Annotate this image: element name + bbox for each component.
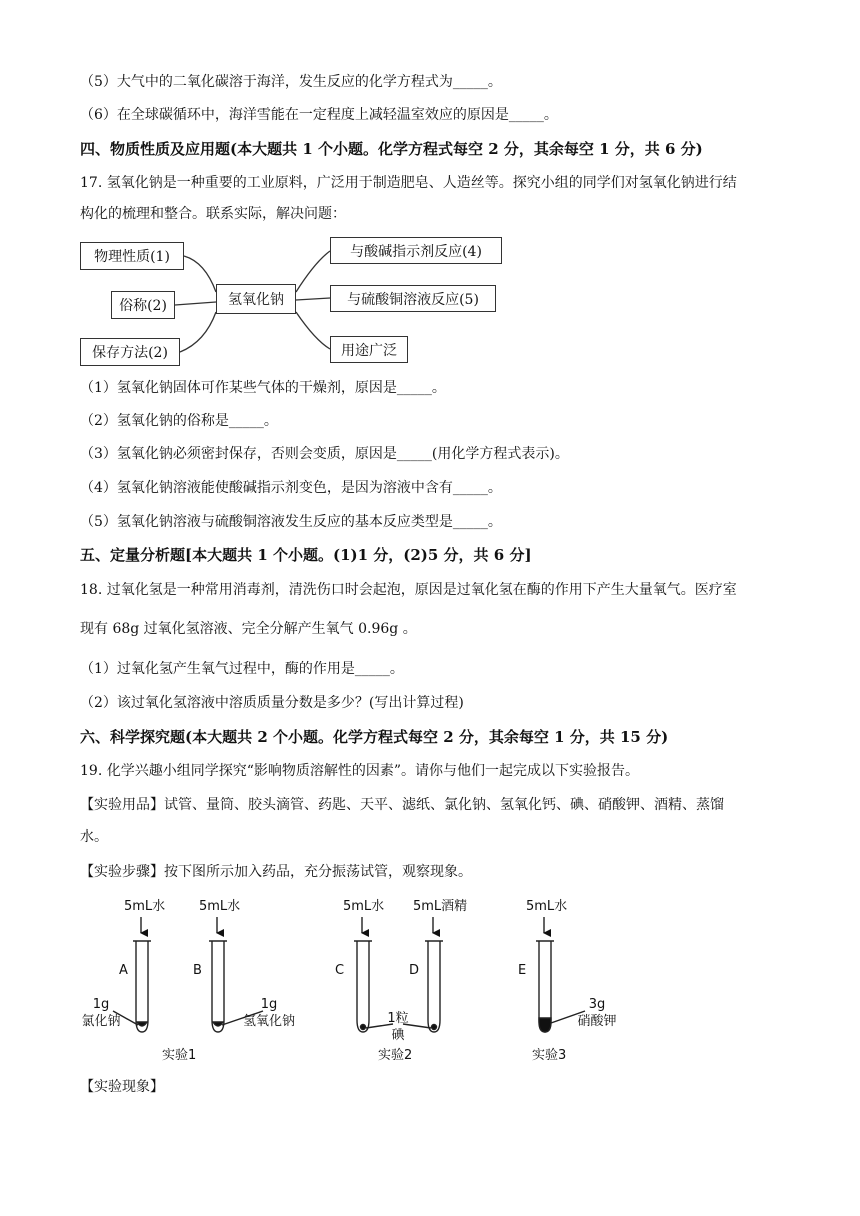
tube-c-top-label: 5mL水 [343,899,385,914]
q19-intro: 19. 化学兴趣小组同学探究“影响物质溶解性的因素”。请你与他们一起完成以下实验报告。 [80,763,640,779]
tube-b-bottom-label: 1g 氢氧化钠 [242,997,295,1029]
tube-e-letter: E [518,963,527,978]
q18-1-text: （1）过氧化氢产生氧气过程中，酶的作用是_____。 [80,661,404,677]
q17-5-text: （5）氢氧化钠溶液与硫酸铜溶液发生反应的基本反应类型是_____。 [80,514,502,530]
tube-d-bottom-label: 1粒 碘 [387,1011,409,1043]
test-tube-e [536,917,554,1032]
tube-a-bottom-label: 1g 氯化钠 [81,997,121,1029]
experiment-3-caption: 实验3 [532,1048,567,1063]
q16-5-text: （5）大气中的二氧化碳溶于海洋，发生反应的化学方程式为_____。 [80,74,502,90]
q17-1-text: （1）氢氧化钠固体可作某些气体的干燥剂，原因是_____。 [80,380,446,396]
experiment-2-caption: 实验2 [378,1048,413,1063]
map-node-wide-uses: 用途广泛 [330,336,408,363]
q17-3-text: （3）氢氧化钠必须密封保存，否则会变质，原因是_____(用化学方程式表示)。 [80,446,569,462]
steps-text: 【实验步骤】按下图所示加入药品，充分振荡试管，观察现象。 [80,864,472,880]
tube-d-letter: D [409,963,420,978]
section-5-heading: 五、定量分析题[本大题共 1 个小题。(1)1 分，(2)5 分，共 6 分] [80,546,532,564]
tube-b-letter: B [193,963,202,978]
q18-2-text: （2）该过氧化氢溶液中溶质质量分数是多少？(写出计算过程) [80,695,464,711]
map-node-common-name: 俗称(2) [111,291,175,319]
materials-line2: 水。 [80,829,108,845]
test-tube-d [425,917,443,1032]
test-tube-c [354,917,372,1032]
q17-intro-line1: 17. 氢氧化钠是一种重要的工业原料，广泛用于制造肥皂、人造丝等。探究小组的同学们对氢氧化钠进行结 [80,175,737,191]
q17-2-text: （2）氢氧化钠的俗称是_____。 [80,413,278,429]
map-node-physical-properties: 物理性质(1) [80,242,184,270]
q18-intro-line1: 18. 过氧化氢是一种常用消毒剂，清洗伤口时会起泡，原因是过氧化氢在酶的作用下产生大量氧气。医疗室 [80,582,737,598]
materials-line1: 【实验用品】试管、量筒、胶头滴管、药匙、天平、滤纸、氯化钠、氢氧化钙、碘、硝酸钾、酒精、蒸馏 [80,797,724,813]
tube-b-top-label: 5mL水 [199,899,241,914]
section-6-heading: 六、科学探究题(本大题共 2 个小题。化学方程式每空 2 分，其余每空 1 分，共 15 分) [80,728,669,746]
map-node-center-naoh: 氢氧化钠 [216,284,296,314]
section-4-heading: 四、物质性质及应用题(本大题共 1 个小题。化学方程式每空 2 分，其余每空 1 分，共 6 分) [80,140,703,158]
phenomenon-heading: 【实验现象】 [80,1079,164,1095]
map-node-indicator-reaction: 与酸碱指示剂反应(4) [330,237,502,264]
q16-6-text: （6）在全球碳循环中，海洋雪能在一定程度上减轻温室效应的原因是_____。 [80,107,558,123]
tube-a-top-label: 5mL水 [124,899,166,914]
map-node-storage-method: 保存方法(2) [80,338,180,366]
tube-c-letter: C [335,963,345,978]
tube-e-bottom-label: 3g 硝酸钾 [577,997,617,1029]
map-node-copper-sulfate-reaction: 与硫酸铜溶液反应(5) [330,285,496,312]
tube-e-top-label: 5mL水 [526,899,568,914]
q17-4-text: （4）氢氧化钠溶液能使酸碱指示剂变色，是因为溶液中含有_____。 [80,480,502,496]
experiment-1-caption: 实验1 [162,1048,197,1063]
q18-intro-line2: 现有 68g 过氧化氢溶液、完全分解产生氧气 0.96g 。 [80,621,417,637]
q17-intro-line2: 构化的梳理和整合。联系实际，解决问题： [80,206,346,222]
test-tube-b [209,917,227,1032]
test-tube-a [133,917,151,1032]
tube-d-top-label: 5mL酒精 [413,899,468,914]
tube-a-letter: A [119,963,128,978]
